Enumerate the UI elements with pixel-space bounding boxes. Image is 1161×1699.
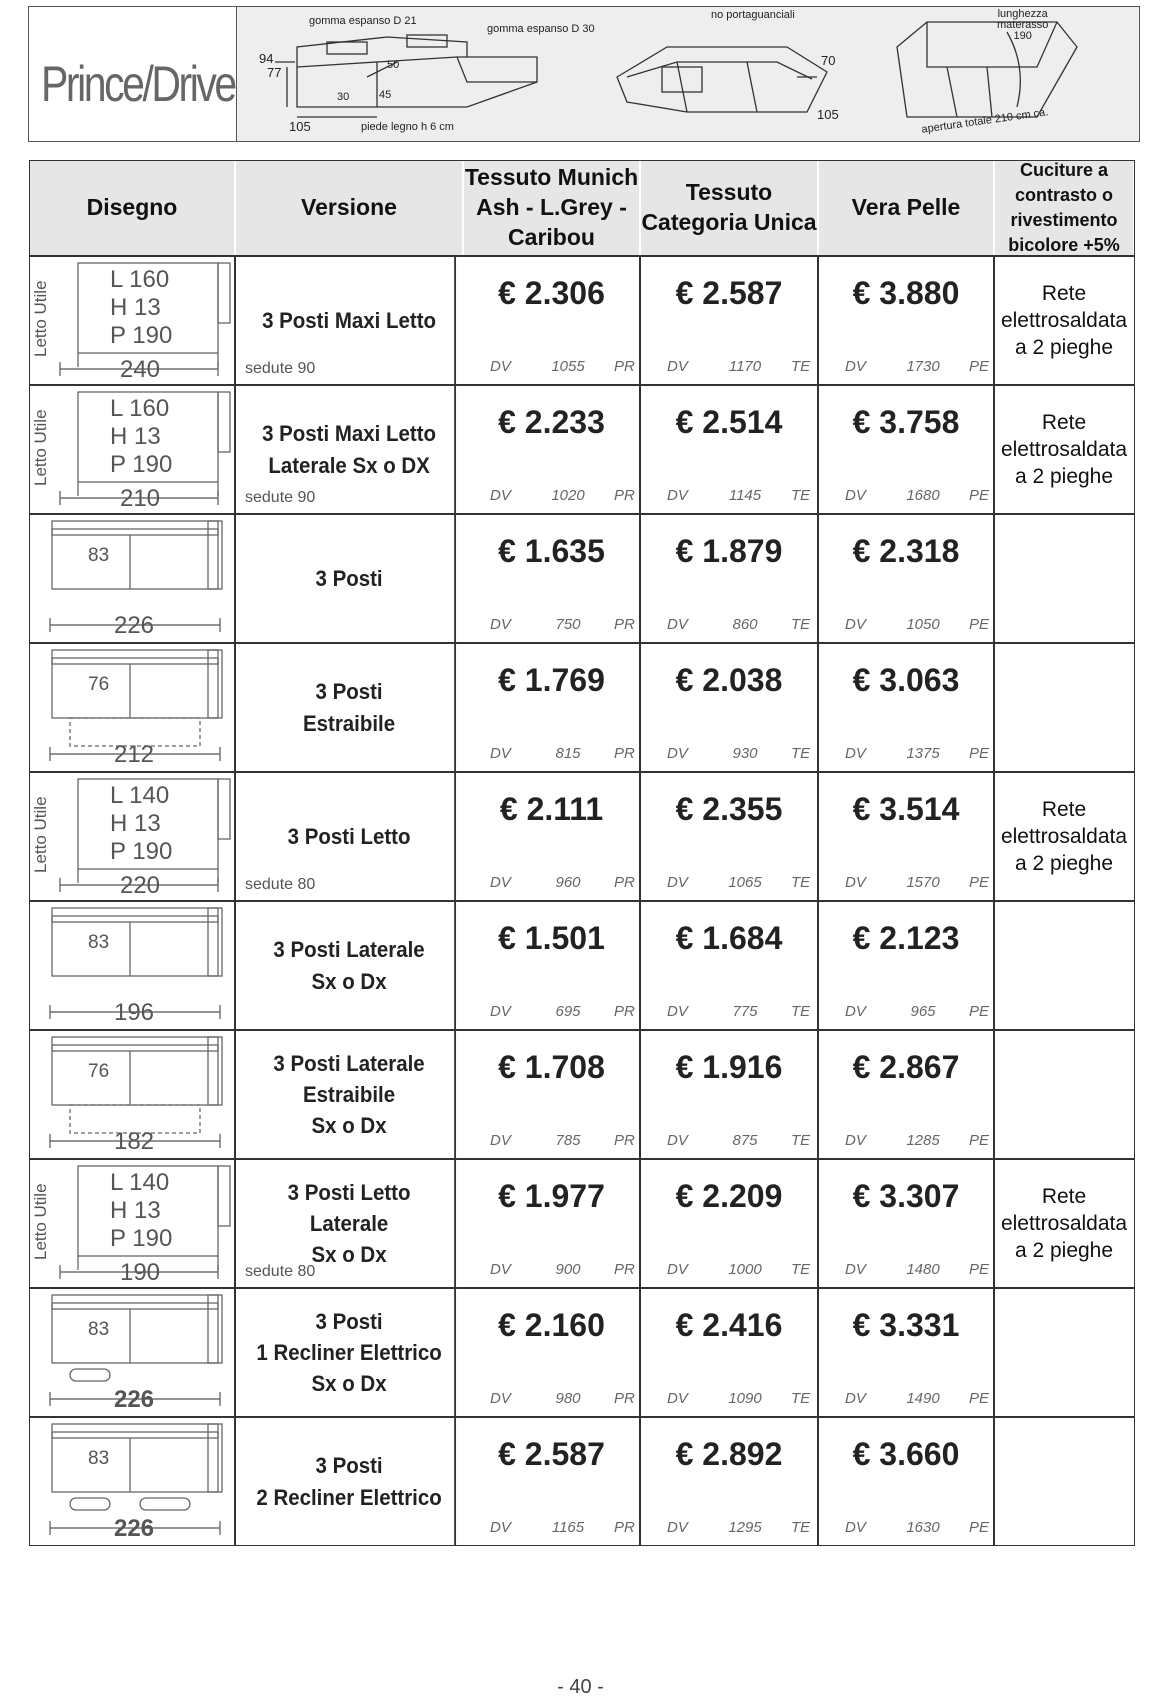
price-cell-pelle — [819, 902, 995, 1029]
price-value: € 3.063 — [852, 662, 960, 698]
article-code: 930 — [732, 745, 758, 762]
price-cell-munich — [464, 515, 641, 642]
fabric-tag: TE — [791, 874, 811, 891]
depth-30-label: 30 — [337, 91, 350, 103]
table-row — [30, 1029, 1134, 1158]
fabric-tag: TE — [791, 358, 811, 375]
brand-logo: Prince/Drive — [41, 56, 235, 112]
bed-depth-label: P 190 — [110, 838, 173, 865]
drawing-cell — [30, 515, 236, 642]
fabric-tag: PR — [614, 745, 635, 762]
price-value: € 3.514 — [852, 791, 960, 827]
page-number: - 40 - — [557, 1676, 604, 1698]
table-body — [30, 255, 1134, 1545]
price-cell-munich — [464, 1289, 641, 1416]
article-code: 965 — [910, 1003, 936, 1020]
price-cell-unica — [641, 386, 819, 513]
width-105-label: 105 — [289, 119, 311, 134]
dv-label: DV — [667, 487, 688, 504]
article-code: 785 — [555, 1132, 581, 1149]
fabric-tag: TE — [791, 1390, 811, 1407]
dv-label: DV — [845, 745, 866, 762]
fabric-tag: PE — [969, 745, 990, 762]
fabric-tag: PR — [614, 616, 635, 633]
price-value: € 2.123 — [852, 920, 960, 956]
height-77-label: 77 — [267, 65, 282, 80]
price-cell-pelle — [819, 1418, 995, 1545]
article-code: 1055 — [551, 358, 585, 375]
table-header — [30, 161, 1134, 255]
price-value: € 2.038 — [675, 662, 783, 698]
bed-length-label: L 160 — [110, 266, 170, 293]
opening-label: apertura totale 210 cm ca. — [920, 106, 1050, 136]
letto-utile-label: Letto Utile — [31, 1183, 50, 1260]
sedute-label: sedute 80 — [245, 876, 316, 893]
width-dimension-label: 210 — [119, 485, 161, 512]
price-value: € 2.318 — [852, 533, 960, 569]
article-code: 1570 — [906, 874, 940, 891]
price-value: € 2.892 — [675, 1436, 783, 1472]
note-cell — [995, 515, 1133, 642]
sofa-drawing-icon — [30, 902, 234, 1029]
article-code: 1000 — [728, 1261, 762, 1278]
sofa-drawing-icon — [30, 386, 234, 513]
version-label: 3 Posti Laterale Estraibile Sx o Dx — [244, 1031, 456, 1158]
width-dimension-label: 220 — [119, 872, 161, 899]
depth-50-label: 50 — [387, 59, 400, 71]
table-row — [30, 384, 1134, 513]
dv-label: DV — [667, 358, 688, 375]
price-cell-unica — [641, 1160, 819, 1287]
dv-label: DV — [845, 1519, 866, 1536]
drawing-cell — [30, 386, 236, 513]
price-value: € 1.916 — [675, 1049, 783, 1085]
version-label: 3 Posti 1 Recliner Elettrico Sx o Dx — [244, 1289, 456, 1416]
depth-label: 83 — [88, 545, 110, 566]
price-cell-munich — [464, 1160, 641, 1287]
version-label: 3 Posti Letto — [244, 773, 456, 900]
price-value: € 1.977 — [498, 1178, 605, 1214]
dv-label: DV — [490, 745, 511, 762]
price-cell-pelle — [819, 644, 995, 771]
dv-label: DV — [490, 1003, 511, 1020]
technical-drawings — [237, 7, 1139, 141]
sedute-label: sedute 90 — [245, 360, 316, 377]
depth-label: 83 — [88, 932, 110, 953]
fabric-tag: PE — [969, 1261, 990, 1278]
price-cell-pelle — [819, 1160, 995, 1287]
table-row — [30, 1287, 1134, 1416]
brand-cell — [29, 7, 237, 141]
sofa-drawing-icon — [30, 644, 234, 771]
price-cell-munich — [464, 773, 641, 900]
header-tessuto-munich: Tessuto Munich Ash - L.Grey - Caribou — [464, 161, 641, 255]
version-label: 3 Posti Letto Laterale Sx o Dx — [244, 1160, 456, 1287]
fabric-tag: TE — [791, 1132, 811, 1149]
price-value: € 2.306 — [498, 275, 605, 311]
note-cell — [995, 1031, 1133, 1158]
fabric-tag: TE — [791, 487, 811, 504]
fabric-tag: PE — [969, 616, 990, 633]
dv-label: DV — [845, 1261, 866, 1278]
fabric-tag: PR — [614, 487, 635, 504]
price-cell-unica — [641, 773, 819, 900]
price-cell-unica — [641, 902, 819, 1029]
fabric-tag: PR — [614, 358, 635, 375]
article-code: 1020 — [551, 487, 585, 504]
fabric-tag: PR — [614, 1390, 635, 1407]
height-70-label: 70 — [821, 53, 836, 68]
dv-label: DV — [845, 1132, 866, 1149]
width-dimension-label: 226 — [113, 1515, 155, 1542]
fabric-tag: PR — [614, 874, 635, 891]
bed-height-label: H 13 — [110, 810, 161, 837]
fabric-tag: PR — [614, 1519, 635, 1536]
price-cell-pelle — [819, 386, 995, 513]
price-cell-pelle — [819, 515, 995, 642]
article-code: 750 — [555, 616, 581, 633]
dv-label: DV — [490, 358, 511, 375]
price-value: € 3.331 — [852, 1307, 960, 1343]
table-row — [30, 255, 1134, 384]
depth-label: 76 — [88, 674, 110, 695]
drawing-cell — [30, 1289, 236, 1416]
price-value: € 1.708 — [498, 1049, 605, 1085]
foam-d30-label: gomma espanso D 30 — [487, 23, 595, 35]
fabric-tag: PE — [969, 1003, 990, 1020]
fabric-tag: TE — [791, 745, 811, 762]
note-cell: Rete elettrosaldata a 2 pieghe — [1000, 797, 1128, 876]
table-row — [30, 642, 1134, 771]
height-94-label: 94 — [259, 51, 274, 66]
price-value: € 3.660 — [852, 1436, 960, 1472]
price-value: € 1.635 — [498, 533, 605, 569]
price-value: € 1.879 — [675, 533, 783, 569]
dv-label: DV — [667, 1132, 688, 1149]
fabric-tag: TE — [791, 616, 811, 633]
price-cell-unica — [641, 1418, 819, 1545]
sofa-drawing-icon — [30, 515, 234, 642]
depth-label: 83 — [88, 1319, 110, 1340]
dv-label: DV — [845, 358, 866, 375]
technical-header — [28, 6, 1140, 142]
dv-label: DV — [667, 616, 688, 633]
dv-label: DV — [667, 1003, 688, 1020]
width-dimension-label: 240 — [119, 356, 161, 383]
dv-label: DV — [845, 874, 866, 891]
fabric-tag: PE — [969, 1519, 990, 1536]
width-dimension-label: 226 — [113, 612, 155, 639]
dv-label: DV — [667, 1261, 688, 1278]
width-dimension-label: 212 — [113, 741, 155, 768]
article-code: 1050 — [906, 616, 940, 633]
header-cuciture: Cuciture a contrasto o rivestimento bicolore +5% — [995, 161, 1133, 255]
fabric-tag: TE — [791, 1261, 811, 1278]
price-value: € 2.587 — [675, 275, 783, 311]
dv-label: DV — [667, 874, 688, 891]
price-cell-munich — [464, 257, 641, 384]
price-cell-munich — [464, 386, 641, 513]
drawing-cell — [30, 644, 236, 771]
mattress-length-label: lunghezza materasso 190 — [997, 8, 1049, 42]
header-vera-pelle: Vera Pelle — [819, 161, 995, 255]
price-cell-pelle — [819, 1031, 995, 1158]
width-dimension-label: 196 — [113, 999, 155, 1026]
fabric-tag: PE — [969, 487, 990, 504]
dv-label: DV — [490, 1132, 511, 1149]
fabric-tag: TE — [791, 1003, 811, 1020]
fabric-tag: PE — [969, 1390, 990, 1407]
sofa-drawing-icon — [30, 1160, 234, 1287]
fabric-tag: PR — [614, 1132, 635, 1149]
note-cell: Rete elettrosaldata a 2 pieghe — [1000, 1184, 1128, 1263]
price-cell-unica — [641, 515, 819, 642]
depth-label: 83 — [88, 1448, 110, 1469]
version-label: 3 Posti 2 Recliner Elettrico — [244, 1418, 456, 1545]
fabric-tag: PE — [969, 1132, 990, 1149]
price-cell-munich — [464, 902, 641, 1029]
version-label: 3 Posti Estraibile — [244, 644, 456, 771]
article-code: 860 — [732, 616, 758, 633]
article-code: 960 — [555, 874, 581, 891]
width-dimension-label: 226 — [113, 1386, 155, 1413]
width-105b-label: 105 — [817, 107, 839, 122]
dv-label: DV — [490, 874, 511, 891]
bed-length-label: L 160 — [110, 395, 170, 422]
no-headrest-label: no portaguanciali — [711, 9, 795, 21]
dv-label: DV — [490, 1519, 511, 1536]
price-value: € 1.684 — [675, 920, 783, 956]
note-cell — [995, 644, 1133, 771]
bed-depth-label: P 190 — [110, 322, 173, 349]
article-code: 1285 — [906, 1132, 940, 1149]
table-row — [30, 513, 1134, 642]
width-dimension-label: 182 — [113, 1128, 155, 1155]
price-value: € 2.209 — [675, 1178, 783, 1214]
letto-utile-label: Letto Utile — [31, 796, 50, 873]
note-cell — [995, 1289, 1133, 1416]
bed-height-label: H 13 — [110, 423, 161, 450]
article-code: 980 — [555, 1390, 581, 1407]
dv-label: DV — [845, 1390, 866, 1407]
article-code: 900 — [555, 1261, 581, 1278]
dv-label: DV — [667, 745, 688, 762]
depth-45-label: 45 — [379, 89, 392, 101]
version-label: 3 Posti Maxi Letto Laterale Sx o DX — [244, 386, 456, 513]
article-code: 1165 — [551, 1519, 585, 1536]
dv-label: DV — [845, 1003, 866, 1020]
article-code: 775 — [732, 1003, 758, 1020]
price-value: € 1.501 — [498, 920, 605, 956]
drawing-cell — [30, 902, 236, 1029]
price-value: € 2.160 — [498, 1307, 605, 1343]
bed-height-label: H 13 — [110, 294, 161, 321]
price-cell-munich — [464, 1418, 641, 1545]
version-label: 3 Posti Laterale Sx o Dx — [244, 902, 456, 1029]
drawing-cell — [30, 1418, 236, 1545]
fabric-tag: PE — [969, 358, 990, 375]
version-label: 3 Posti — [244, 515, 456, 642]
price-cell-unica — [641, 644, 819, 771]
price-value: € 3.880 — [852, 275, 960, 311]
price-value: € 2.111 — [499, 791, 604, 827]
price-value: € 2.416 — [675, 1307, 783, 1343]
article-code: 1630 — [906, 1519, 940, 1536]
article-code: 1490 — [906, 1390, 940, 1407]
sofa-drawing-icon — [30, 773, 234, 900]
fabric-tag: PR — [614, 1261, 635, 1278]
price-value: € 2.867 — [852, 1049, 960, 1085]
table-row — [30, 1416, 1134, 1545]
price-cell-pelle — [819, 1289, 995, 1416]
width-dimension-label: 190 — [119, 1259, 161, 1286]
table-row — [30, 900, 1134, 1029]
article-code: 1730 — [906, 358, 940, 375]
note-cell: Rete elettrosaldata a 2 pieghe — [1000, 281, 1128, 360]
price-cell-munich — [464, 644, 641, 771]
price-value: € 2.587 — [498, 1436, 605, 1472]
article-code: 1145 — [728, 487, 762, 504]
bed-length-label: L 140 — [110, 1169, 170, 1196]
dv-label: DV — [845, 487, 866, 504]
price-cell-munich — [464, 1031, 641, 1158]
letto-utile-label: Letto Utile — [31, 409, 50, 486]
article-code: 1090 — [728, 1390, 762, 1407]
sofa-drawing-icon — [30, 1289, 234, 1416]
letto-utile-label: Letto Utile — [31, 280, 50, 357]
price-cell-unica — [641, 257, 819, 384]
sofa-chaise-sketch-icon — [607, 17, 847, 137]
article-code: 1065 — [728, 874, 762, 891]
price-cell-pelle — [819, 773, 995, 900]
header-tessuto-unica: Tessuto Categoria Unica — [641, 161, 819, 255]
article-code: 815 — [555, 745, 581, 762]
dv-label: DV — [667, 1390, 688, 1407]
sofa-drawing-icon — [30, 257, 234, 384]
article-code: 1680 — [906, 487, 940, 504]
sofa-drawing-icon — [30, 1418, 234, 1545]
header-versione: Versione — [236, 161, 464, 255]
price-value: € 3.307 — [852, 1178, 960, 1214]
fabric-tag: PR — [614, 1003, 635, 1020]
dv-label: DV — [490, 1390, 511, 1407]
fabric-tag: TE — [791, 1519, 811, 1536]
sedute-label: sedute 80 — [245, 1263, 316, 1280]
dv-label: DV — [845, 616, 866, 633]
price-value: € 1.769 — [498, 662, 605, 698]
article-code: 1375 — [906, 745, 940, 762]
article-code: 1295 — [728, 1519, 762, 1536]
price-cell-unica — [641, 1289, 819, 1416]
price-cell-unica — [641, 1031, 819, 1158]
depth-label: 76 — [88, 1061, 110, 1082]
sedute-label: sedute 90 — [245, 489, 316, 506]
bed-height-label: H 13 — [110, 1197, 161, 1224]
fabric-tag: PE — [969, 874, 990, 891]
foam-d21-label: gomma espanso D 21 — [309, 15, 417, 27]
dv-label: DV — [490, 487, 511, 504]
foot-label: piede legno h 6 cm — [361, 121, 454, 133]
dv-label: DV — [490, 1261, 511, 1278]
price-cell-pelle — [819, 257, 995, 384]
article-code: 1170 — [728, 358, 762, 375]
price-value: € 3.758 — [852, 404, 960, 440]
article-code: 1480 — [906, 1261, 940, 1278]
price-value: € 2.233 — [498, 404, 605, 440]
dv-label: DV — [490, 616, 511, 633]
bed-depth-label: P 190 — [110, 1225, 173, 1252]
table-row — [30, 1158, 1134, 1287]
table-row — [30, 771, 1134, 900]
header-disegno: Disegno — [30, 161, 236, 255]
note-cell: Rete elettrosaldata a 2 pieghe — [1000, 410, 1128, 489]
note-cell — [995, 902, 1133, 1029]
dv-label: DV — [667, 1519, 688, 1536]
price-value: € 2.355 — [675, 791, 783, 827]
price-table — [29, 160, 1135, 1546]
version-label: 3 Posti Maxi Letto — [244, 257, 456, 384]
note-cell — [995, 1418, 1133, 1545]
drawing-cell — [30, 773, 236, 900]
price-value: € 2.514 — [675, 404, 783, 440]
bed-length-label: L 140 — [110, 782, 170, 809]
bed-depth-label: P 190 — [110, 451, 173, 478]
article-code: 695 — [555, 1003, 581, 1020]
sofa-drawing-icon — [30, 1031, 234, 1158]
article-code: 875 — [732, 1132, 758, 1149]
drawing-cell — [30, 257, 236, 384]
drawing-cell — [30, 1160, 236, 1287]
drawing-cell — [30, 1031, 236, 1158]
